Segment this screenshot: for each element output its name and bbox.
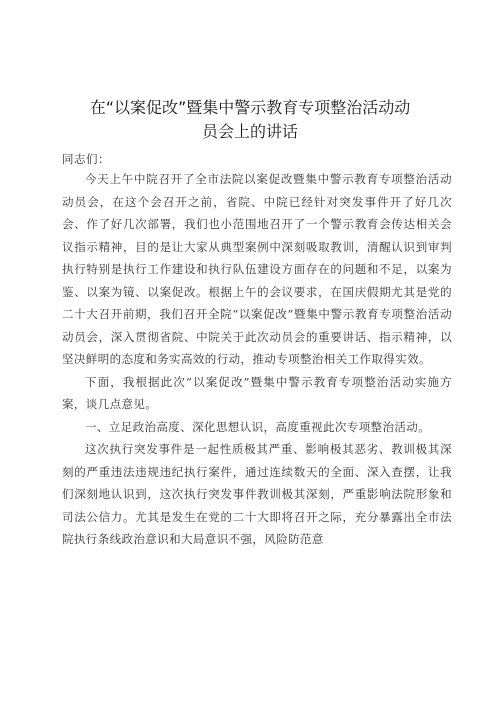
paragraph-outline: 下面，我根据此次“以案促改”暨集中警示教育专项整治活动实施方案，谈几点意见。 [62,374,452,411]
salutation: 同志们： [62,152,110,166]
title-line-1: 在“以案促改”暨集中警示教育专项整治活动动 [89,98,411,117]
title-line-2: 员会上的讲话 [201,122,298,141]
document-title [60,96,440,144]
paragraph-section-1: 这次执行突发事件是一起性质极其严重、影响极其恶劣、教训极其深刻的严重违法违规违纪执行案件，通过连续数天的全面、深入查摆，让我们深刻地认识到，这次执行突发事件教训极其深刻，严重影响法院形象和司法公信力。尤其是发生在党的二十大即将召开之际，充分暴露出全市法院执行条线政治意识和大局意识不强，风险防范意 [62,442,452,546]
paragraph-intro: 今天上午中院召开了全市法院以案促改暨集中警示教育专项整治活动动员会，在这个会召开之前，省院、中院已经针对突发事件开了好几次会、作了好几次部署，我们也小范围地召开了一个警示教育会传达相关会议指示精神，目的是让大家从典型案例中深刻吸取教训，清醒认识到审判执行特别是执行工作建设和执行队伍建设方面存在的问题和不足，以案为鉴、以案为镜、以案促改。根据上午的会议要求，在国庆假期尤其是党的二十大召开前期，我们召开全院“以案促改”暨集中警示教育专项整治活动动员会，深入贯彻省院、中院关于此次动员会的重要讲话、指示精神，以坚决鲜明的态度和务实高效的行动，推动专项整治相关工作取得实效。 [62,172,452,366]
document-body [62,168,452,551]
section-heading-1: 一、立足政治高度、深化思想认识，高度重视此次专项整治活动。 [85,419,431,434]
